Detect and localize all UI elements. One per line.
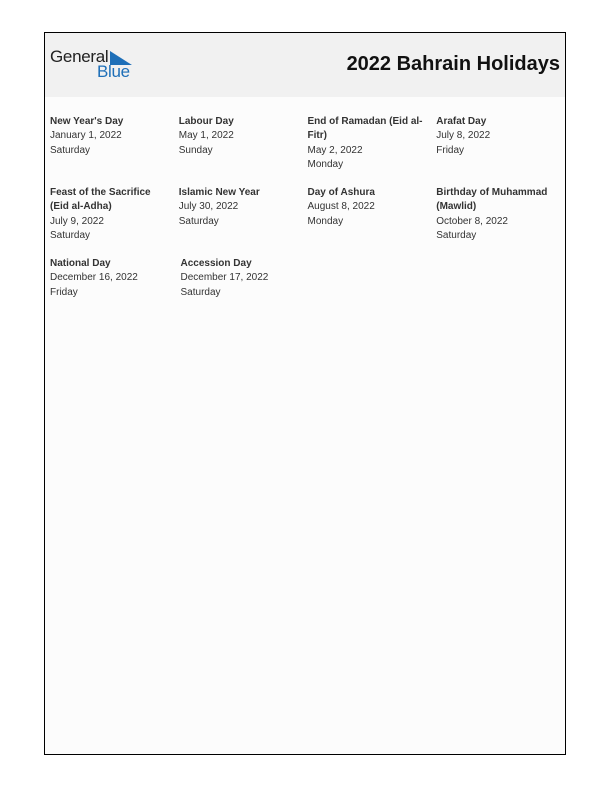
holiday-date: May 2, 2022 (307, 144, 363, 156)
holiday-date: January 1, 2022 (50, 130, 122, 142)
holiday-item (50, 257, 181, 317)
holiday-item (436, 186, 565, 257)
holiday-item (181, 257, 312, 317)
holiday-weekday: Saturday (178, 215, 219, 227)
holiday-weekday: Monday (307, 215, 344, 227)
holiday-weekday: Saturday (50, 229, 91, 241)
page-header (45, 33, 565, 97)
page-title: 2022 Bahrain Holidays (346, 53, 560, 75)
general-blue-logo (50, 47, 140, 87)
holiday-grid (50, 115, 565, 317)
holiday-weekday: Saturday (436, 229, 477, 241)
calendar-page (44, 32, 566, 755)
logo-text-blue: Blue (97, 62, 130, 81)
holiday-date: December 17, 2022 (180, 272, 269, 284)
holiday-item (179, 186, 308, 257)
holiday-date: July 30, 2022 (178, 201, 239, 213)
holiday-date: May 1, 2022 (178, 130, 234, 142)
holiday-name: Islamic New Year (178, 187, 260, 198)
holiday-weekday: Monday (307, 158, 344, 170)
holiday-item (179, 115, 308, 186)
holiday-name: New Year's Day (50, 116, 124, 127)
holiday-weekday: Saturday (50, 144, 91, 156)
holiday-item (50, 115, 179, 186)
holiday-item (50, 186, 179, 257)
logo-text-general: General (50, 47, 109, 66)
holiday-date: December 16, 2022 (50, 272, 138, 284)
holiday-date: August 8, 2022 (307, 201, 375, 213)
holiday-name: Birthday of Muhammad (Mawlid) (436, 187, 548, 213)
holiday-row (50, 257, 565, 317)
holiday-weekday: Friday (50, 286, 78, 298)
holiday-date: October 8, 2022 (436, 215, 508, 227)
holiday-name: Accession Day (180, 258, 252, 269)
holiday-row (50, 115, 565, 186)
holiday-weekday: Saturday (180, 286, 221, 298)
holiday-item (436, 115, 565, 186)
holiday-row (50, 186, 565, 257)
holiday-date: July 9, 2022 (50, 215, 104, 227)
holiday-name: Arafat Day (436, 116, 487, 127)
holiday-name: Day of Ashura (307, 187, 375, 198)
holiday-name: Labour Day (178, 116, 234, 127)
holiday-weekday: Sunday (178, 144, 213, 156)
holiday-name: End of Ramadan (Eid al-Fitr) (307, 116, 423, 142)
holiday-name: Feast of the Sacrifice (Eid al-Adha) (50, 187, 151, 213)
holiday-weekday: Friday (436, 144, 465, 156)
holiday-item (308, 186, 437, 257)
holiday-item (308, 115, 437, 186)
holiday-date: July 8, 2022 (436, 130, 491, 142)
holiday-name: National Day (50, 258, 111, 269)
